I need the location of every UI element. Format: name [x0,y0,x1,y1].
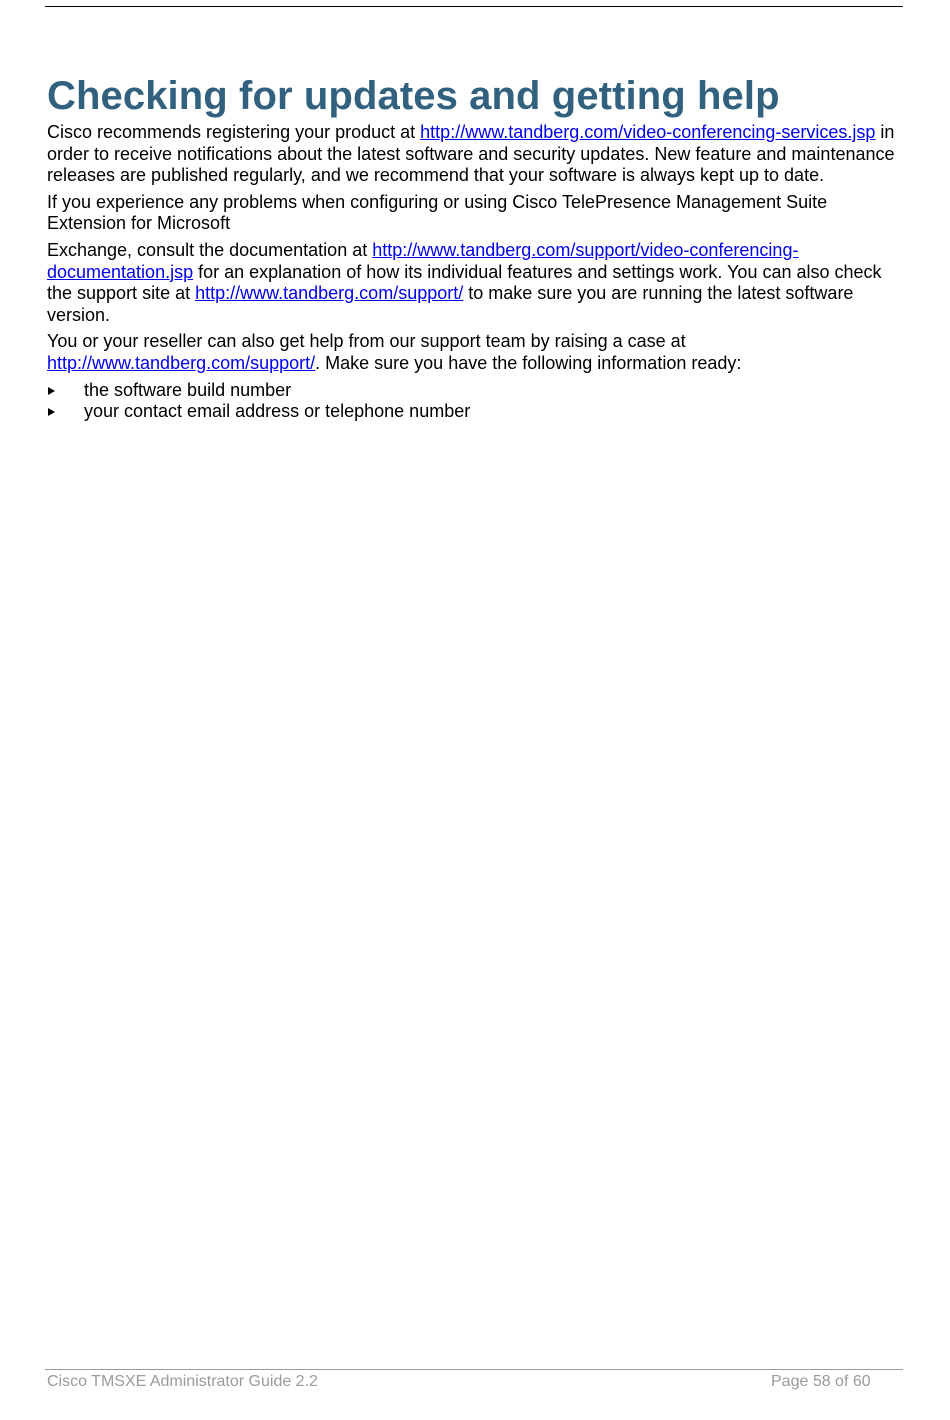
documentation-text-middle: for an explanation of how its individual features and settings work. You can also check the support site at [47,261,882,304]
footer-page-number: Page 58 of 60 [771,1373,871,1390]
documentation-text-end: to make sure you are running the latest software version. [47,283,854,325]
paragraph-problems: If you experience any problems when configuring or using Cisco TelePresence Management Suite Extension for Microsoft [47,191,828,234]
support-text-start: You or your reseller can also get help from our support team by raising a case at [47,331,686,352]
info-checklist [47,380,897,423]
documentation-text-start: Exchange, consult the documentation at [47,239,373,260]
triangle-bullet-icon [48,387,55,395]
list-item [47,380,897,402]
paragraph-support [47,331,897,374]
page-title: Checking for updates and getting help [47,74,780,118]
support-text-end: . Make sure you have the following information ready: [315,352,742,373]
support-case-link[interactable]: http://www.tandberg.com/support/ [47,352,316,373]
triangle-bullet-icon [48,408,55,416]
list-item [47,401,897,423]
footer-rule [45,1369,903,1370]
header-rule [45,6,903,7]
main-content [47,72,897,423]
support-site-link[interactable]: http://www.tandberg.com/support/ [195,283,464,304]
paragraph-registration [47,122,897,187]
documentation-link[interactable]: http://www.tandberg.com/support/video-conferencing-documentation.jsp [47,239,799,282]
registration-link[interactable]: http://www.tandberg.com/video-conferencing-services.jsp [420,122,876,142]
paragraph-documentation [47,240,897,326]
registration-text-end: in order to receive notifications about the latest software and security updates. New feature and maintenance releases are published regularly, and we recommend that your software is always kept up to date. [47,122,895,186]
registration-text-start: Cisco recommends registering your product at [47,122,421,142]
list-item-text: your contact email address or telephone number [84,401,471,422]
list-item-text: the software build number [84,379,292,400]
footer-document-title: Cisco TMSXE Administrator Guide 2.2 [47,1373,318,1390]
